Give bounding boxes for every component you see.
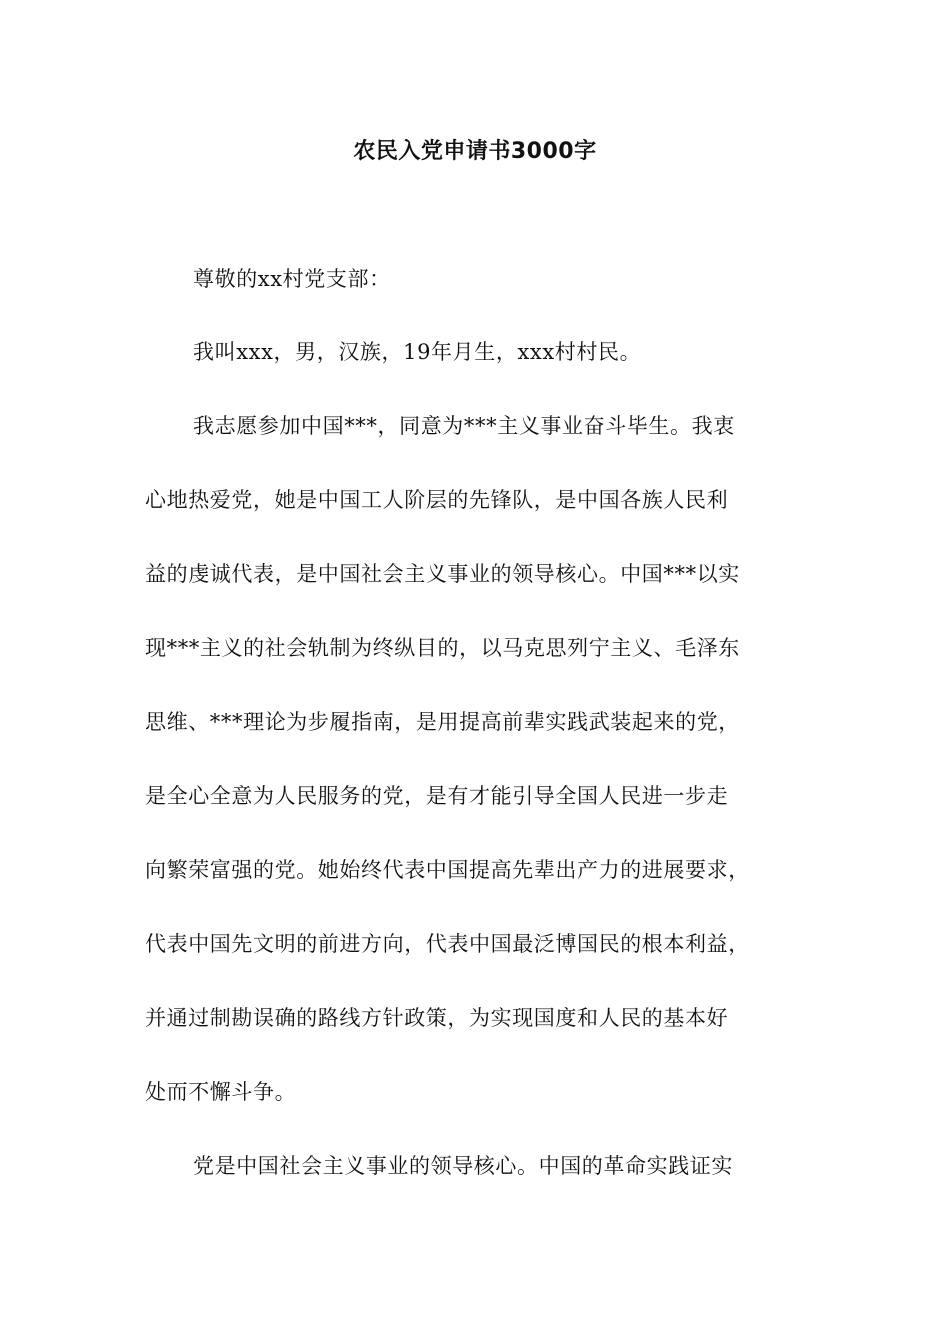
paragraph-line: 处而不懈斗争。 xyxy=(145,1080,297,1104)
paragraph-line: 是全心全意为人民服务的党，是有才能引导全国人民进一步走 xyxy=(145,784,729,808)
paragraph-line: 心地热爱党，她是中国工人阶层的先锋队，是中国各族人民利 xyxy=(145,488,729,512)
paragraph-line: 党是中国社会主义事业的领导核心。中国的革命实践证实 xyxy=(193,1154,733,1178)
document-title: 农民入党申请书3000字 xyxy=(353,139,597,164)
paragraph-line: 现***主义的社会轨制为终纵目的，以马克思列宁主义、毛泽东 xyxy=(145,636,740,660)
salutation: 尊敬的xx村党支部： xyxy=(193,267,391,291)
paragraph-line: 思维、***理论为步履指南，是用提高前辈实践武装起来的党， xyxy=(145,710,740,734)
intro-line: 我叫xxx，男，汉族，19年月生，xxx村村民。 xyxy=(193,340,642,364)
paragraph-line: 并通过制勘误确的路线方针政策，为实现国度和人民的基本好 xyxy=(145,1006,729,1030)
paragraph-line: 我志愿参加中国***，同意为***主义事业奋斗毕生。我衷 xyxy=(193,414,735,438)
paragraph-line: 益的虔诚代表，是中国社会主义事业的领导核心。中国***以实 xyxy=(145,562,740,586)
paragraph-line: 向繁荣富强的党。她始终代表中国提高先辈出产力的进展要求， xyxy=(145,858,750,882)
paragraph-line: 代表中国先文明的前进方向，代表中国最泛博国民的根本利益， xyxy=(145,932,750,956)
